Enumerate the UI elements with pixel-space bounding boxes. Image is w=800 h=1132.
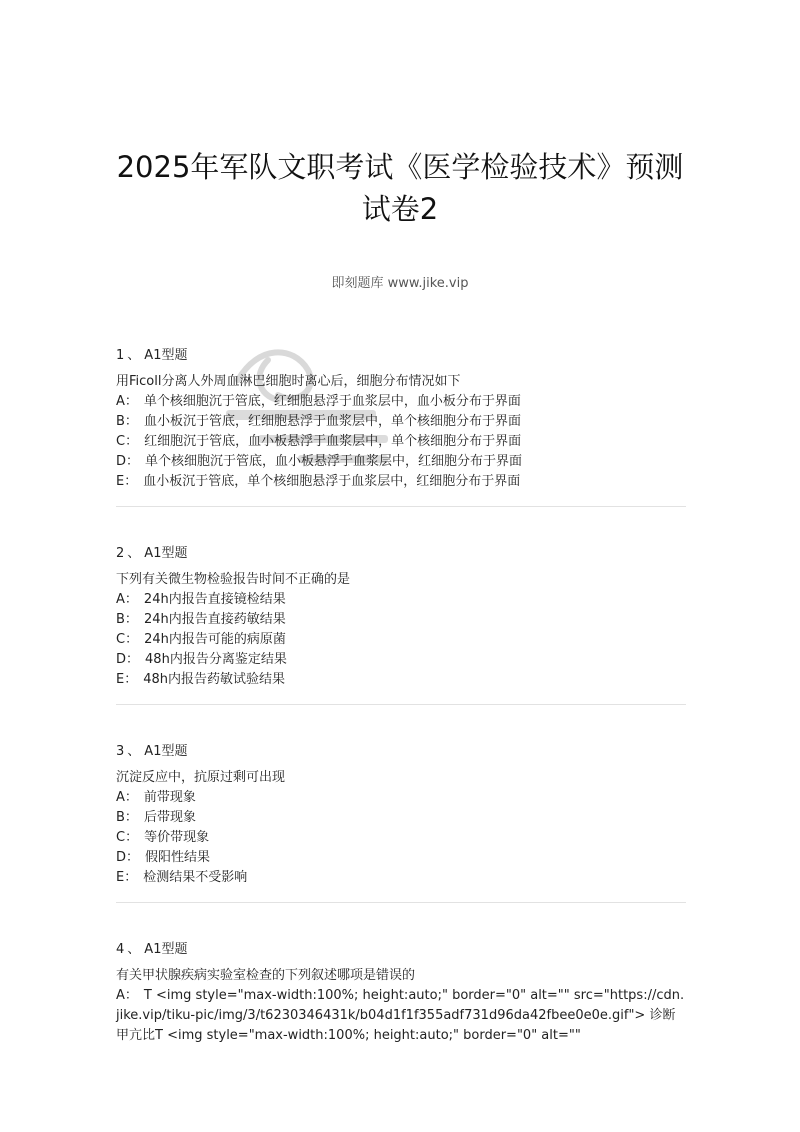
option-text: 24h内报告直接药敏结果	[143, 612, 286, 627]
question-list	[116, 346, 686, 1046]
question-separator: 、	[127, 546, 141, 561]
option-text: 24h内报告可能的病原菌	[144, 632, 286, 647]
option-key: E	[116, 870, 125, 885]
option-key: B	[116, 810, 125, 825]
question-number: 4	[116, 942, 125, 957]
option-b: B： 24h内报告直接药敏结果	[116, 612, 286, 627]
option-a: A： 单个核细胞沉于管底，红细胞悬浮于血浆层中，血小板分布于界面	[116, 394, 521, 409]
option-text: 48h内报告药敏试验结果	[143, 672, 286, 687]
option-text: 24h内报告直接镜检结果	[143, 592, 286, 607]
option-text: 48h内报告分离鉴定结果	[145, 652, 287, 667]
question-header	[116, 346, 686, 366]
option-a: A： 前带现象	[116, 790, 196, 805]
option-key: A	[116, 988, 125, 1003]
option-e: E： 48h内报告药敏试验结果	[116, 672, 286, 687]
option-c: C： 红细胞沉于管底，血小板悬浮于血浆层中，单个核细胞分布于界面	[116, 434, 522, 449]
option-key: E	[116, 672, 125, 687]
question-1	[116, 346, 686, 492]
question-2	[116, 544, 686, 690]
option-key: C	[116, 830, 126, 845]
option-key: C	[116, 632, 126, 647]
option-text: 后带现象	[143, 810, 196, 825]
question-stem: 用Ficoll分离人外周血淋巴细胞时离心后，细胞分布情况如下	[116, 374, 461, 389]
option-text: 血小板沉于管底，红细胞悬浮于血浆层中，单个核细胞分布于界面	[143, 414, 521, 429]
option-a: A： 24h内报告直接镜检结果	[116, 592, 286, 607]
option-key: A	[116, 790, 125, 805]
option-key: D	[116, 850, 127, 865]
question-type: A1型题	[144, 942, 188, 957]
question-3	[116, 742, 686, 888]
option-b: B： 血小板沉于管底，红细胞悬浮于血浆层中，单个核细胞分布于界面	[116, 414, 521, 429]
option-b: B： 后带现象	[116, 810, 196, 825]
option-text: 单个核细胞沉于管底，红细胞悬浮于血浆层中，血小板分布于界面	[143, 394, 521, 409]
question-separator: 、	[127, 942, 141, 957]
option-c: C： 24h内报告可能的病原菌	[116, 632, 286, 647]
document-title: 2025年军队文职考试《医学检验技术》预测试卷2	[116, 150, 684, 226]
question-4	[116, 940, 686, 1046]
divider	[116, 704, 686, 705]
option-key: B	[116, 414, 125, 429]
option-text: 前带现象	[143, 790, 196, 805]
option-text: 等价带现象	[144, 830, 210, 845]
question-separator: 、	[127, 744, 141, 759]
option-key: A	[116, 592, 125, 607]
divider	[116, 902, 686, 903]
question-separator: 、	[127, 348, 141, 363]
option-e: E： 血小板沉于管底，单个核细胞悬浮于血浆层中，红细胞分布于界面	[116, 474, 521, 489]
option-text: 血小板沉于管底，单个核细胞悬浮于血浆层中，红细胞分布于界面	[143, 474, 521, 489]
option-d: D： 假阳性结果	[116, 850, 211, 865]
option-d: D： 单个核细胞沉于管底，血小板悬浮于血浆层中，红细胞分布于界面	[116, 454, 523, 469]
option-text: 检测结果不受影响	[143, 870, 248, 885]
option-a: A： T <img style="max-width:100%; height:auto;" border="0" alt="" src="https://cdn.jike.vip/tiku-pic/img/3/t6230346431k/b04d1f1f355adf731d96da42fbee0e0e.gif"> 诊断甲亢比T <img style="max-width:100%; height:auto;" border="0" alt=""	[116, 988, 685, 1043]
option-key: E	[116, 474, 125, 489]
option-e: E： 检测结果不受影响	[116, 870, 248, 885]
option-c: C： 等价带现象	[116, 830, 210, 845]
option-key: D	[116, 652, 127, 667]
option-key: A	[116, 394, 125, 409]
question-number: 2	[116, 546, 125, 561]
question-type: A1型题	[144, 744, 188, 759]
question-number: 3	[116, 744, 125, 759]
document-source: 即刻题库 www.jike.vip	[331, 276, 469, 291]
question-header	[116, 742, 686, 762]
question-number: 1	[116, 348, 125, 363]
question-stem: 有关甲状腺疾病实验室检查的下列叙述哪项是错误的	[116, 968, 416, 983]
question-type: A1型题	[144, 348, 188, 363]
option-text: T <img style="max-width:100%; height:auto;" border="0" alt="" src="https://cdn.jike.vip/tiku-pic/img/3/t6230346431k/b04d1f1f355adf731d96da42fbee0e0e.gif"> 诊断甲亢比T <img style="max-width:100%; height:auto;" border="0" alt=""	[116, 988, 685, 1043]
option-d: D： 48h内报告分离鉴定结果	[116, 652, 287, 667]
option-key: B	[116, 612, 125, 627]
option-text: 单个核细胞沉于管底，血小板悬浮于血浆层中，红细胞分布于界面	[145, 454, 523, 469]
question-stem: 沉淀反应中，抗原过剩可出现	[116, 770, 286, 785]
question-type: A1型题	[144, 546, 188, 561]
question-header	[116, 544, 686, 564]
option-key: D	[116, 454, 127, 469]
question-stem: 下列有关微生物检验报告时间不正确的是	[116, 572, 351, 587]
option-key: C	[116, 434, 126, 449]
option-text: 假阳性结果	[145, 850, 211, 865]
question-header	[116, 940, 686, 960]
option-text: 红细胞沉于管底，血小板悬浮于血浆层中，单个核细胞分布于界面	[144, 434, 522, 449]
divider	[116, 506, 686, 507]
